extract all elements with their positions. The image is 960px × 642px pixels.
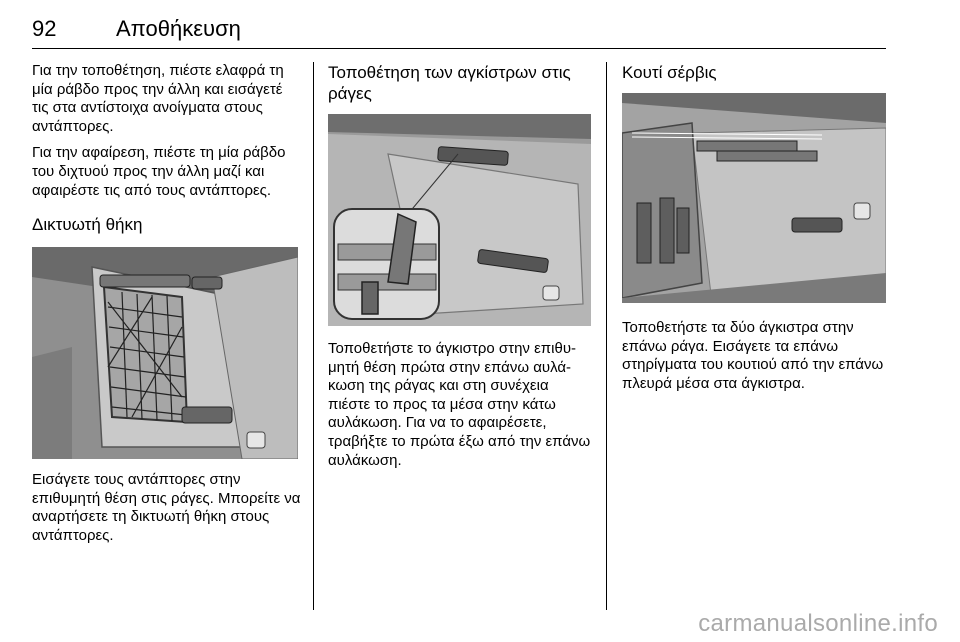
watermark: carmanualsonline.info	[698, 610, 938, 637]
column-divider	[606, 62, 607, 610]
net-pocket-heading: Δικτυωτή θήκη	[32, 215, 143, 235]
column-2	[328, 62, 593, 470]
service-box-caption: Τοποθετήστε τα δύο άγκιστρα στην επάνω ράγα. Εισάγετε τα επάνω στηρίγματα του κουτιού από την επάνω πλευρά μέσα στα άγκιστρα.	[622, 319, 884, 392]
removal-paragraph: Για την αφαίρεση, πιέστε τη μία ράβδο του διχτυού προς την άλλη μαζί και αφαιρέστε τις από τους αντάπτορες.	[32, 144, 286, 199]
hooks-on-rails-illustration	[328, 114, 591, 326]
column-divider	[313, 62, 314, 610]
hooks-heading: Τοποθέτηση των αγκίστρων στις ράγες	[328, 63, 571, 103]
service-box-illustration	[622, 93, 886, 303]
page-header	[32, 14, 886, 49]
net-pocket-caption: Εισάγετε τους αντάπτορες στην επιθυμητή θέση στις ράγες. Μπορείτε να αναρτήσετε τη δικτυωτή θήκη στους αντάπτορες.	[32, 471, 301, 544]
hooks-caption: Τοποθετήστε το άγκιστρο στην επιθυ-μητή θέση πρώτα στην επάνω αυλά-κωση της ράγας και στη συνέχεια πιέστε το προς τα μέσα στην κάτω αυλάκωση. Για να το αφαιρέσετε, τραβήξτε το πρώτα έξω από την επάνω αυλάκωση.	[328, 340, 591, 469]
page-number: 92	[32, 16, 57, 41]
section-title: Αποθήκευση	[116, 16, 241, 41]
column-3	[622, 62, 890, 393]
installation-paragraph: Για την τοποθέτηση, πιέστε ελαφρά τη μία ράβδο προς την άλλη και εισάγετέ τις στα αντίστοιχα ανοίγματα στους αντάπτορες.	[32, 62, 284, 135]
net-pocket-illustration	[32, 247, 298, 459]
service-box-heading: Κουτί σέρβις	[622, 63, 717, 82]
column-1	[32, 62, 302, 546]
